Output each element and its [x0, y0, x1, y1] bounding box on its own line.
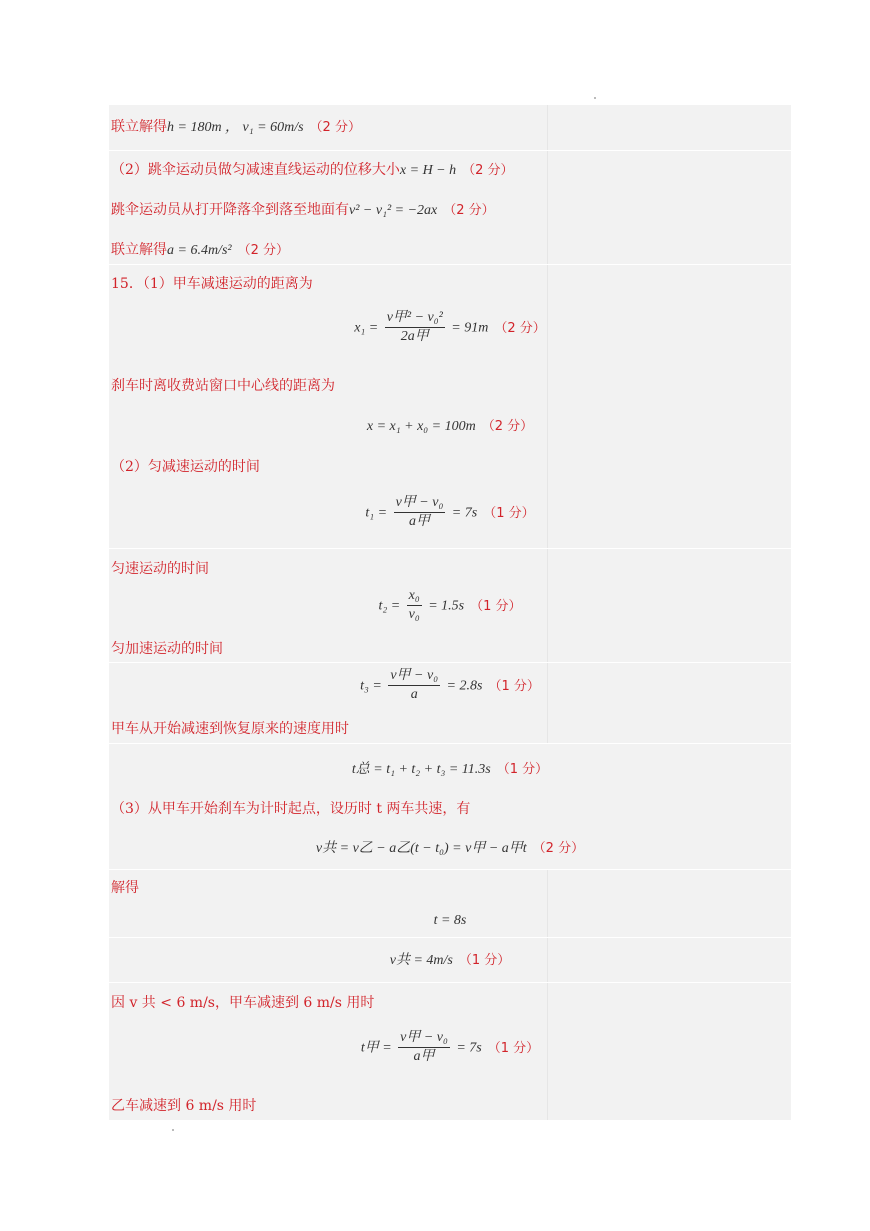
answer-line-17: （3）从甲车开始刹车为计时起点，设历时 t 两车共速，有	[111, 801, 471, 817]
equation-v-common: v共 = v乙 − a乙(t − t₀) = v甲 − a甲t （2 分）	[315, 841, 585, 856]
table-row	[109, 151, 791, 264]
fraction: $\frac{\text{v甲 − v₀}}{\text{a甲}}$	[395, 495, 444, 529]
answer-line-4: 联立解得a = 6.4m/s² （2 分）	[111, 242, 289, 258]
table-row	[109, 938, 791, 982]
table-row	[109, 265, 791, 548]
equation-t: t = 8s	[433, 913, 467, 928]
answer-line-19: 解得	[111, 880, 139, 896]
fraction: $\frac{\text{v甲² − v₀²}}{\text{2a甲}}$	[386, 310, 443, 344]
answer-line-9: （2）匀减速运动的时间	[111, 459, 260, 475]
table-row	[109, 983, 791, 1120]
answer-line-22: 因 v 共 < 6 m/s，甲车减速到 6 m/s 用时	[111, 995, 375, 1011]
equation-v-value: v共 = 4m/s （1 分）	[389, 953, 511, 968]
table-row	[109, 870, 791, 937]
fraction: $\frac{\text{v甲 − v₀}}{a}$	[390, 668, 439, 702]
equation-t-total: t总 = t₁ + t₂ + t₃ = 11.3s （1 分）	[351, 762, 549, 777]
equation-x1: x₁ = $\frac{\text{v甲² − v₀²}}{\text{2a甲}}$ = 91m （2 分）	[354, 310, 546, 344]
table-row	[109, 549, 791, 662]
equation-t1: t₁ = $\frac{\text{v甲 − v₀}}{\text{a甲}}$ = 7s （1 分）	[365, 495, 535, 529]
fraction: $\frac{\text{v甲 − v₀}}{\text{a甲}}$	[400, 1030, 448, 1064]
answer-line-1: 联立解得h = 180m ， v₁ = 60m/s （2 分）	[111, 119, 361, 135]
answer-line-3: 跳伞运动员从打开降落伞到落至地面有v² − v₁² = −2ax （2 分）	[111, 202, 495, 218]
equation-t-jia: t甲 = $\frac{\text{v甲 − v₀}}{\text{a甲}}$ = 7s （1 分）	[360, 1030, 540, 1064]
table-row	[109, 663, 791, 743]
answer-line-2: （2）跳伞运动员做匀减速直线运动的位移大小x = H − h （2 分）	[111, 162, 514, 178]
question-15-heading: 15．（1）甲车减速运动的距离为	[111, 276, 313, 292]
equation-t3: t₃ = $\frac{\text{v甲 − v₀}}{a}$ = 2.8s （1 分）	[360, 668, 540, 702]
equation-t2: t₂ = $\frac{\text{x₀}}{\text{v₀}}$ = 1.5s （1 分）	[378, 588, 522, 622]
table-row	[109, 744, 791, 869]
answer-line-15: 甲车从开始减速到恢复原来的速度用时	[111, 721, 349, 737]
answer-line-7: 刹车时离收费站窗口中心线的距离为	[111, 378, 335, 394]
equation-x: x = x₁ + x₀ = 100m （2 分）	[366, 419, 534, 434]
fraction: $\frac{\text{x₀}}{\text{v₀}}$	[408, 588, 420, 622]
answer-line-13: 匀加速运动的时间	[111, 641, 223, 657]
corner-mark-top	[594, 97, 596, 99]
answer-line-24: 乙车减速到 6 m/s 用时	[111, 1098, 257, 1114]
answer-line-11: 匀速运动的时间	[111, 561, 209, 577]
table-row	[109, 105, 791, 150]
corner-mark-bottom	[172, 1129, 174, 1131]
